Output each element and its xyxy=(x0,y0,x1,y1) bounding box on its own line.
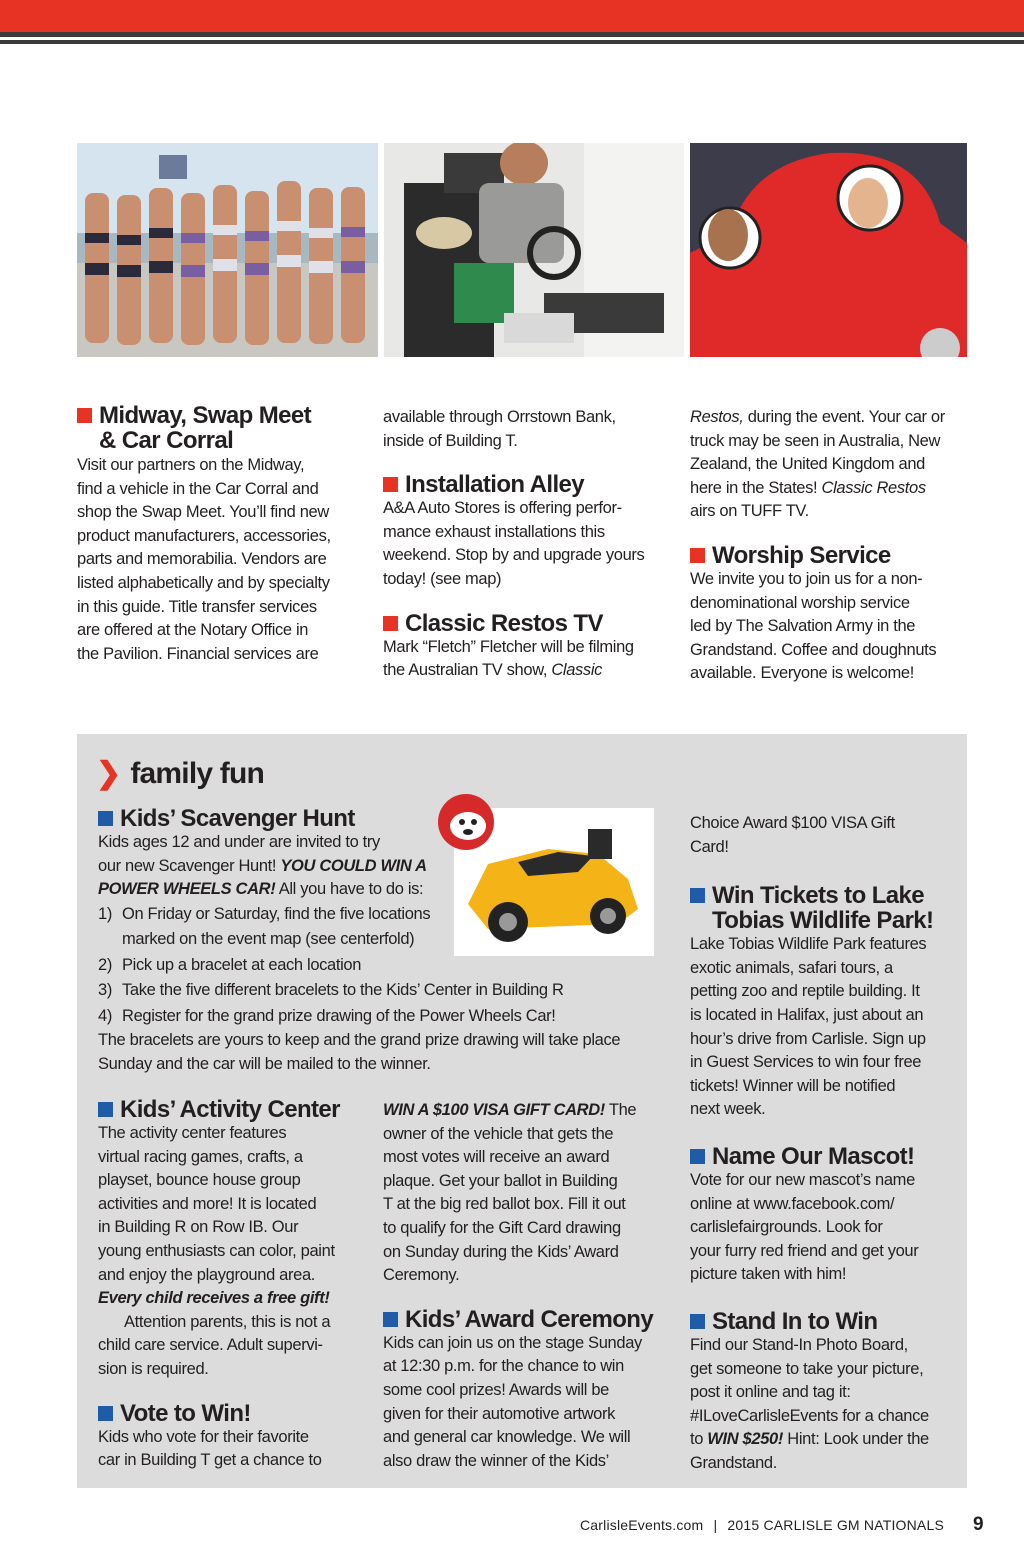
installation-line: A&A Auto Stores is offering perfor- xyxy=(383,499,622,518)
column-2-top xyxy=(383,406,678,683)
standin-line: post it online and tag it: xyxy=(690,1383,851,1402)
tobias-line: exotic animals, safari tours, a xyxy=(690,958,893,977)
vote-cont-line: The xyxy=(604,1101,637,1119)
column-1-lower xyxy=(98,1097,368,1473)
vote-cont-line: owner of the vehicle that gets the xyxy=(383,1124,614,1143)
activity-title: Kids’ Activity Center xyxy=(120,1096,340,1123)
midway-title-line2: & Car Corral xyxy=(99,427,234,454)
midway-line: in this guide. Title transfer services xyxy=(77,597,317,616)
worship-line: denominational worship service xyxy=(690,593,910,612)
activity-line: and enjoy the playground area. xyxy=(98,1265,316,1284)
activity-line: young enthusiasts can color, paint xyxy=(98,1241,335,1260)
photo-bikini-team xyxy=(77,143,378,357)
classic-show-name: Classic Restos xyxy=(821,478,926,497)
scavenger-prize: YOU COULD WIN A xyxy=(280,856,427,875)
tobias-title-line2: Tobias Wildlife Park! xyxy=(712,907,934,935)
award-line: some cool prizes! Awards will be xyxy=(383,1380,610,1399)
chevron-right-icon: ❯ xyxy=(96,757,121,790)
standin-prize: WIN $250! xyxy=(707,1430,784,1449)
blue-square-icon xyxy=(98,1102,113,1117)
classic-title: Classic Restos TV xyxy=(405,609,603,637)
worship-line: Grandstand. Coffee and doughnuts xyxy=(690,640,937,659)
activity-attention: child care service. Adult supervi- xyxy=(98,1336,323,1355)
midway-line: find a vehicle in the Car Corral and xyxy=(77,479,319,498)
list-item: 1) On Friday or Saturday, find the five locations xyxy=(98,904,431,923)
installation-title: Installation Alley xyxy=(405,471,585,499)
header-rule-thin xyxy=(0,40,1024,44)
classic-cont-line: Zealand, the United Kingdom and xyxy=(690,455,925,474)
header-red-bar xyxy=(0,0,1024,32)
standin-line: to xyxy=(690,1430,708,1449)
tobias-line: next week. xyxy=(690,1100,766,1119)
blue-square-icon xyxy=(98,1406,113,1421)
activity-heading xyxy=(98,1097,368,1122)
scavenger-line: All you have to do is: xyxy=(275,880,424,899)
classic-cont-italic: Restos, xyxy=(690,408,744,426)
tobias-line: petting zoo and reptile building. It xyxy=(690,982,920,1001)
blue-square-icon xyxy=(690,1149,705,1164)
tobias-title-line1: Win Tickets to Lake xyxy=(712,882,925,910)
list-item: 2) Pick up a bracelet at each location xyxy=(98,955,362,974)
award-line: at 12:30 p.m. for the chance to win xyxy=(383,1357,624,1376)
photo-racing-simulator xyxy=(384,143,684,357)
standin-heading xyxy=(690,1309,965,1334)
family-fun-heading xyxy=(96,756,264,792)
activity-attention: sion is required. xyxy=(98,1359,209,1378)
mascot-line: your furry red friend and get your xyxy=(690,1241,919,1260)
standin-title: Stand In to Win xyxy=(712,1307,878,1335)
scavenger-closing: The bracelets are yours to keep and the grand prize drawing will take place xyxy=(98,1031,621,1050)
award-title: Kids’ Award Ceremony xyxy=(405,1305,654,1333)
vote-cont-line: most votes will receive an award xyxy=(383,1148,610,1167)
footer-event: 2015 CARLISLE GM NATIONALS xyxy=(727,1517,944,1533)
column-2-lower xyxy=(383,1099,673,1473)
header-rule xyxy=(0,32,1024,37)
vote-cont-line: plaque. Get your ballot in Building xyxy=(383,1171,618,1190)
award-line: and general car knowledge. We will xyxy=(383,1428,631,1447)
award-line: also draw the winner of the Kids’ xyxy=(383,1451,609,1470)
blue-square-icon xyxy=(98,811,113,826)
activity-line: activities and more! It is located xyxy=(98,1194,317,1213)
page-footer xyxy=(580,1517,944,1533)
midway-title-line1: Midway, Swap Meet xyxy=(99,402,312,429)
tobias-line: in Guest Services to win four free xyxy=(690,1053,922,1072)
midway-line: Visit our partners on the Midway, xyxy=(77,456,305,474)
tobias-line: hour’s drive from Carlisle. Sign up xyxy=(690,1029,926,1048)
activity-line: The activity center features xyxy=(98,1124,287,1142)
mascot-heading xyxy=(690,1144,965,1169)
scavenger-prize: POWER WHEELS CAR! xyxy=(98,880,276,899)
vote-prize: WIN A $100 VISA GIFT CARD! xyxy=(383,1101,605,1119)
classic-line-prefix: the Australian TV show, xyxy=(383,661,552,680)
activity-line: playset, bounce house group xyxy=(98,1171,301,1190)
red-square-icon xyxy=(383,477,398,492)
list-item: 3) Take the five different bracelets to the Kids’ Center in Building R xyxy=(98,981,564,1000)
vote-heading xyxy=(98,1401,368,1426)
vote-line: Kids who vote for their favorite xyxy=(98,1427,309,1446)
vote-cont-line: Ceremony. xyxy=(383,1266,460,1285)
award-cont-line: Choice Award $100 VISA Gift xyxy=(690,814,895,832)
activity-gift: Every child receives a free gift! xyxy=(98,1289,330,1308)
blue-square-icon xyxy=(690,1314,705,1329)
tobias-line: Lake Tobias Wildlife Park features xyxy=(690,935,927,954)
midway-line: parts and memorabilia. Vendors are xyxy=(77,550,327,569)
tobias-line: tickets! Winner will be notified xyxy=(690,1076,896,1095)
list-item: 4) Register for the grand prize drawing of the Power Wheels Car! xyxy=(98,1006,556,1025)
red-square-icon xyxy=(77,408,92,423)
worship-line: led by The Salvation Army in the xyxy=(690,617,916,636)
midway-cont-line: available through Orrstown Bank, xyxy=(383,408,616,426)
standin-line: #ILoveCarlisleEvents for a chance xyxy=(690,1406,929,1425)
installation-line: weekend. Stop by and upgrade yours xyxy=(383,546,645,565)
award-heading xyxy=(383,1307,673,1332)
tobias-line: is located in Halifax, just about an xyxy=(690,1005,924,1024)
standin-line: Find our Stand-In Photo Board, xyxy=(690,1335,908,1354)
midway-line: the Pavilion. Financial services are xyxy=(77,644,319,663)
standin-line: Hint: Look under the xyxy=(783,1430,929,1449)
vote-cont-line: T at the big red ballot box. Fill it out xyxy=(383,1195,626,1214)
activity-line: virtual racing games, crafts, a xyxy=(98,1147,303,1166)
scavenger-closing: Sunday and the car will be mailed to the winner. xyxy=(98,1054,431,1073)
red-square-icon xyxy=(690,548,705,563)
family-fun-title: family fun xyxy=(130,757,265,790)
classic-cont-line: here in the States! xyxy=(690,478,822,497)
mascot-line: Vote for our new mascot’s name xyxy=(690,1170,915,1189)
midway-heading xyxy=(77,403,372,453)
mascot-line: picture taken with him! xyxy=(690,1265,847,1284)
vote-cont-line: to qualify for the Gift Card drawing xyxy=(383,1218,621,1237)
classic-heading xyxy=(383,611,678,636)
midway-line: are offered at the Notary Office in xyxy=(77,621,309,640)
mascot-line: carlislefairgrounds. Look for xyxy=(690,1218,883,1237)
midway-line: listed alphabetically and by specialty xyxy=(77,573,330,592)
worship-heading xyxy=(690,543,970,568)
midway-line: shop the Swap Meet. You’ll find new xyxy=(77,503,329,522)
worship-line: We invite you to join us for a non- xyxy=(690,569,923,588)
scavenger-line: our new Scavenger Hunt! xyxy=(98,856,281,875)
activity-line: in Building R on Row IB. Our xyxy=(98,1218,299,1237)
installation-line: mance exhaust installations this xyxy=(383,522,605,541)
worship-title: Worship Service xyxy=(712,541,891,569)
column-3-top xyxy=(690,406,970,686)
classic-show-name: Classic xyxy=(551,661,603,680)
midway-cont-line: inside of Building T. xyxy=(383,431,518,450)
mascot-line: online at www.facebook.com/ xyxy=(690,1194,895,1213)
installation-line: today! (see map) xyxy=(383,569,502,588)
standin-line: get someone to take your picture, xyxy=(690,1359,924,1378)
blue-square-icon xyxy=(690,888,705,903)
midway-section xyxy=(77,403,372,666)
tobias-heading xyxy=(690,883,965,933)
classic-line: Mark “Fletch” Fletcher will be filming xyxy=(383,637,634,656)
activity-attention: Attention parents, this is not a xyxy=(124,1312,331,1331)
footer-site: CarlisleEvents.com xyxy=(579,1517,704,1533)
classic-cont-line: airs on TUFF TV. xyxy=(690,502,809,521)
footer-separator: | xyxy=(713,1517,718,1533)
vote-cont-line: on Sunday during the Kids’ Award xyxy=(383,1242,619,1261)
worship-line: available. Everyone is welcome! xyxy=(690,664,914,683)
blue-square-icon xyxy=(383,1312,398,1327)
page-number: 9 xyxy=(973,1514,984,1535)
column-3-lower xyxy=(690,812,965,1475)
red-square-icon xyxy=(383,616,398,631)
installation-heading xyxy=(383,472,678,497)
power-wheels-car-image xyxy=(428,794,654,956)
vote-title: Vote to Win! xyxy=(120,1399,251,1427)
standin-line: Grandstand. xyxy=(690,1453,777,1472)
midway-line: product manufacturers, accessories, xyxy=(77,526,331,545)
list-item: marked on the event map (see centerfold) xyxy=(122,930,415,949)
classic-cont-line: during the event. Your car or xyxy=(743,408,945,426)
mascot-title: Name Our Mascot! xyxy=(712,1142,915,1170)
classic-cont-line: truck may be seen in Australia, New xyxy=(690,431,941,450)
vote-line: car in Building T get a chance to xyxy=(98,1451,322,1470)
scavenger-title: Kids’ Scavenger Hunt xyxy=(120,805,355,832)
award-cont-line: Card! xyxy=(690,837,729,856)
award-line: given for their automotive artwork xyxy=(383,1404,616,1423)
award-line: Kids can join us on the stage Sunday xyxy=(383,1333,642,1352)
scavenger-line: Kids ages 12 and under are invited to try xyxy=(98,833,380,851)
photo-stand-in-board xyxy=(690,143,967,357)
